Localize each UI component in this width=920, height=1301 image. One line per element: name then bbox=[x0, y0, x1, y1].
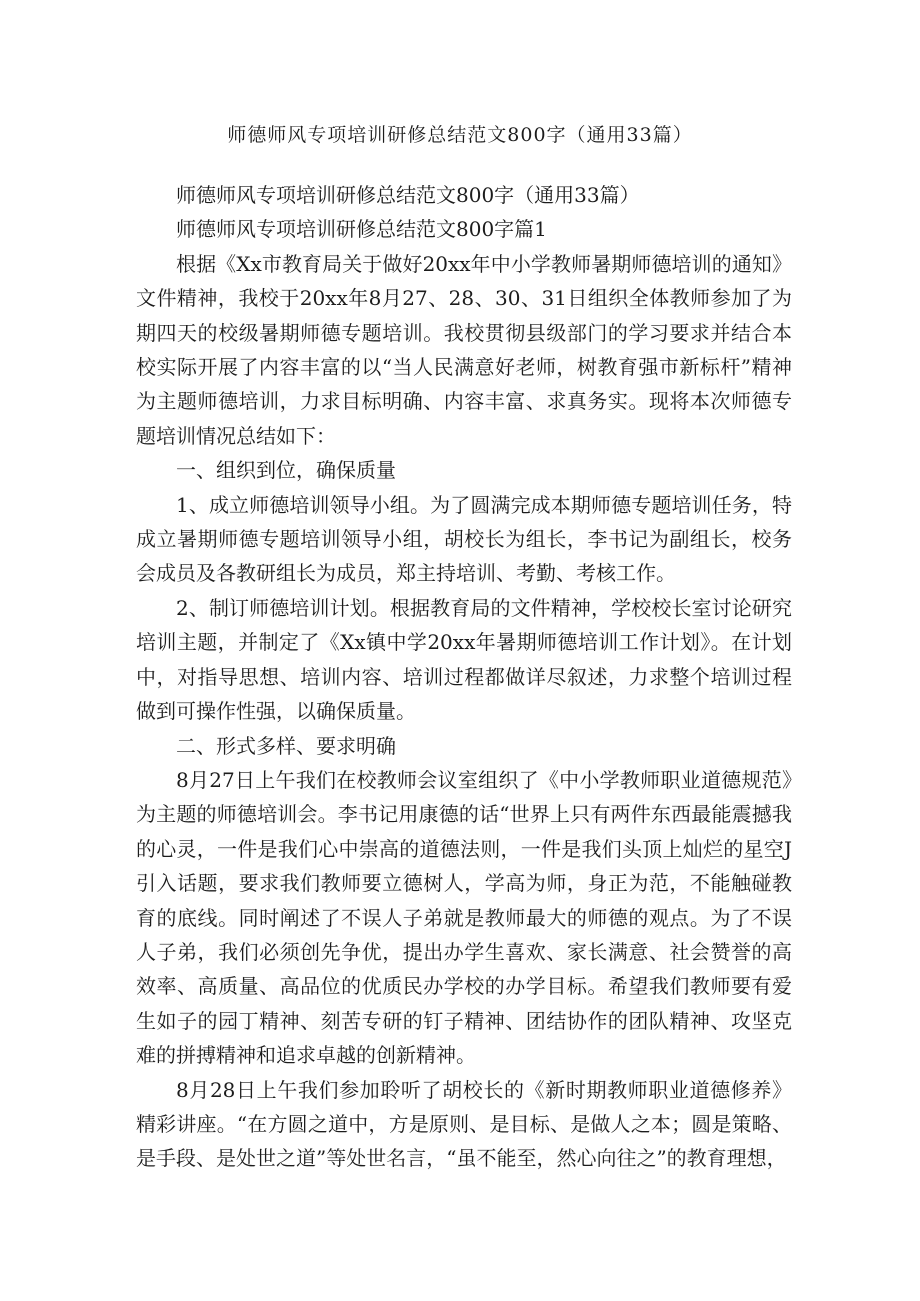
section-heading-piece-1: 师德师风专项培训研修总结范文800字篇1 bbox=[176, 217, 547, 242]
subtitle-line: 师德师风专项培训研修总结范文800字（通用33篇） bbox=[176, 183, 640, 207]
paragraph-aug-28: 8月28日上午我们参加聆听了胡校长的《新时期教师职业道德修养》精彩讲座。“在方圆之道中，方是原则、是目标、是做人之本；圆是策略、是手段、是处世之道”等处世名言，“虽不能至，然心向往之”的教育理想， bbox=[136, 1077, 792, 1171]
document-body bbox=[136, 178, 792, 1176]
paragraph-training-plan: 2、制订师德培训计划。根据教育局的文件精神，学校校长室讨论研究培训主题，并制定了《Xx镇中学20xx年暑期师德培训工作计划》。在计划中，对指导思想、培训内容、培训过程都做详尽叙述，力求整个培训过程做到可操作性强，以确保质量。 bbox=[136, 595, 792, 724]
paragraph-aug-27: 8月27日上午我们在校教师会议室组织了《中小学教师职业道德规范》为主题的师德培训会。李书记用康德的话“世界上只有两件东西最能震撼我的心灵，一件是我们心中崇高的道德法则，一件是我们头顶上灿烂的星空J引入话题，要求我们教师要立德树人，学高为师，身正为范，不能触碰教育的底线。同时阐述了不误人子弟就是教师最大的师德的观点。为了不误人子弟，我们必须创先争优，提出办学生喜欢、家长满意、社会赞誉的高效率、高质量、高品位的优质民办学校的办学目标。希望我们教师要有爱生如子的园丁精神、刻苦专研的钉子精神、团结协作的团队精神、攻坚克难的拼搏精神和追求卓越的创新精神。 bbox=[136, 767, 792, 1068]
paragraph-leadership-group: 1、成立师德培训领导小组。为了圆满完成本期师德专题培训任务，特成立暑期师德专题培训领导小组，胡校长为组长，李书记为副组长，校务会成员及各教研组长为成员，郑主持培训、考勤、考核工作。 bbox=[136, 492, 792, 586]
paragraph-intro: 根据《Xx市教育局关于做好20xx年中小学教师暑期师德培训的通知》文件精神，我校于20xx年8月27、28、30、31日组织全体教师参加了为期四天的校级暑期师德专题培训。我校贯彻县级部门的学习要求并结合本校实际开展了内容丰富的以“当人民满意好老师，树教育强市新标杆”精神为主题师德培训，力求目标明确、内容丰富、求真务实。现将本次师德专题培训情况总结如下： bbox=[136, 251, 792, 448]
section-heading-forms: 二、形式多样、要求明确 bbox=[176, 733, 396, 758]
section-heading-organization: 一、组织到位，确保质量 bbox=[176, 458, 396, 483]
document-title: 师德师风专项培训研修总结范文800字（通用33篇） bbox=[227, 124, 693, 146]
